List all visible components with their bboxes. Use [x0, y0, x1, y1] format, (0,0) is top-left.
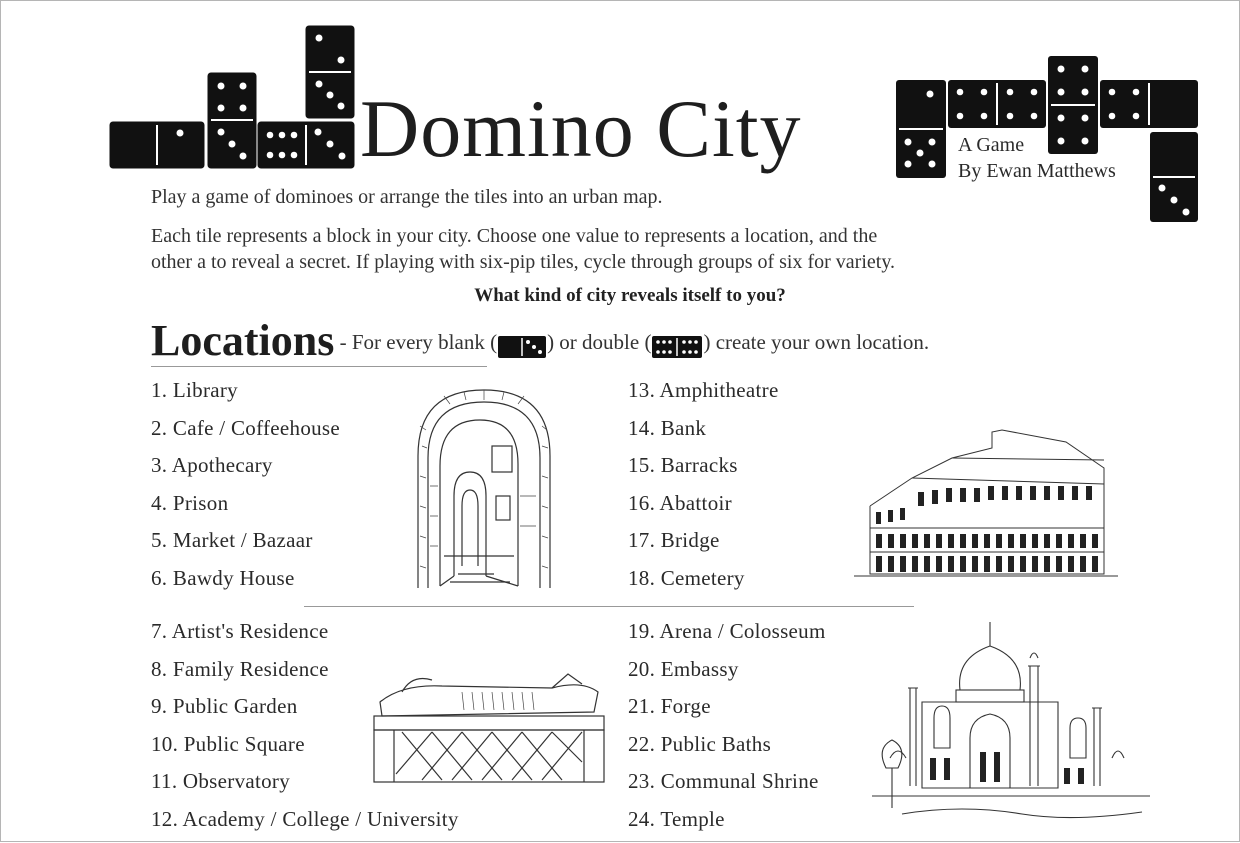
list-item: 14. Bank: [628, 415, 779, 453]
list-item: 12. Academy / College / University: [151, 806, 459, 843]
locations-title: Locations: [151, 316, 334, 365]
byline-author: By Ewan Matthews: [958, 158, 1116, 184]
list-item: 3. Apothecary: [151, 452, 340, 490]
list-item: 2. Cafe / Coffeehouse: [151, 415, 340, 453]
byline: [958, 132, 1116, 184]
tomb-effigy-illustration: [372, 662, 608, 786]
domino-cluster-left: [108, 24, 358, 174]
locations-list-19-24: [628, 618, 826, 843]
intro-paragraph-1: Play a game of dominoes or arrange the tiles into an urban map.: [151, 184, 663, 210]
section-divider: [304, 606, 914, 607]
double-domino-icon: [651, 335, 703, 359]
locations-sub-middle: ) or double (: [547, 330, 651, 354]
list-item: 21. Forge: [628, 693, 826, 731]
list-item: 17. Bridge: [628, 527, 779, 565]
list-item: 7. Artist's Residence: [151, 618, 459, 656]
archway-illustration: [414, 386, 554, 590]
prompt-question: What kind of city reveals itself to you?: [0, 285, 1240, 307]
intro-paragraph-2-line1: Each tile represents a block in your city. Choose one value to represents a location, and the: [151, 223, 877, 249]
divider-under-header: [151, 366, 487, 367]
list-item: 15. Barracks: [628, 452, 779, 490]
list-item: 5. Market / Bazaar: [151, 527, 340, 565]
colosseum-illustration: [852, 428, 1120, 582]
locations-sub-after: ) create your own location.: [703, 330, 929, 354]
blank-domino-icon: [497, 335, 547, 359]
list-item: 9. Public Garden: [151, 693, 459, 731]
list-item: 22. Public Baths: [628, 731, 826, 769]
list-item: 19. Arena / Colosseum: [628, 618, 826, 656]
list-item: 6. Bawdy House: [151, 565, 340, 603]
locations-sub-before: - For every blank (: [334, 330, 497, 354]
list-item: 1. Library: [151, 377, 340, 415]
list-item: 18. Cemetery: [628, 565, 779, 603]
locations-header: [151, 315, 929, 366]
page-title: Domino City: [360, 88, 802, 170]
locations-list-13-18: [628, 377, 779, 602]
list-item: 23. Communal Shrine: [628, 768, 826, 806]
list-item: 24. Temple: [628, 806, 826, 843]
list-item: 4. Prison: [151, 490, 340, 528]
intro-paragraph-2-line2: other a to reveal a secret. If playing with six-pip tiles, cycle through groups of six for variety.: [151, 249, 895, 275]
mosque-illustration: [872, 618, 1150, 828]
list-item: 8. Family Residence: [151, 656, 459, 694]
list-item: 13. Amphitheatre: [628, 377, 779, 415]
list-item: 10. Public Square: [151, 731, 459, 769]
locations-list-1-6: [151, 377, 340, 602]
list-item: 11. Observatory: [151, 768, 459, 806]
list-item: 16. Abattoir: [628, 490, 779, 528]
list-item: 20. Embassy: [628, 656, 826, 694]
byline-line1: A Game: [958, 132, 1116, 158]
